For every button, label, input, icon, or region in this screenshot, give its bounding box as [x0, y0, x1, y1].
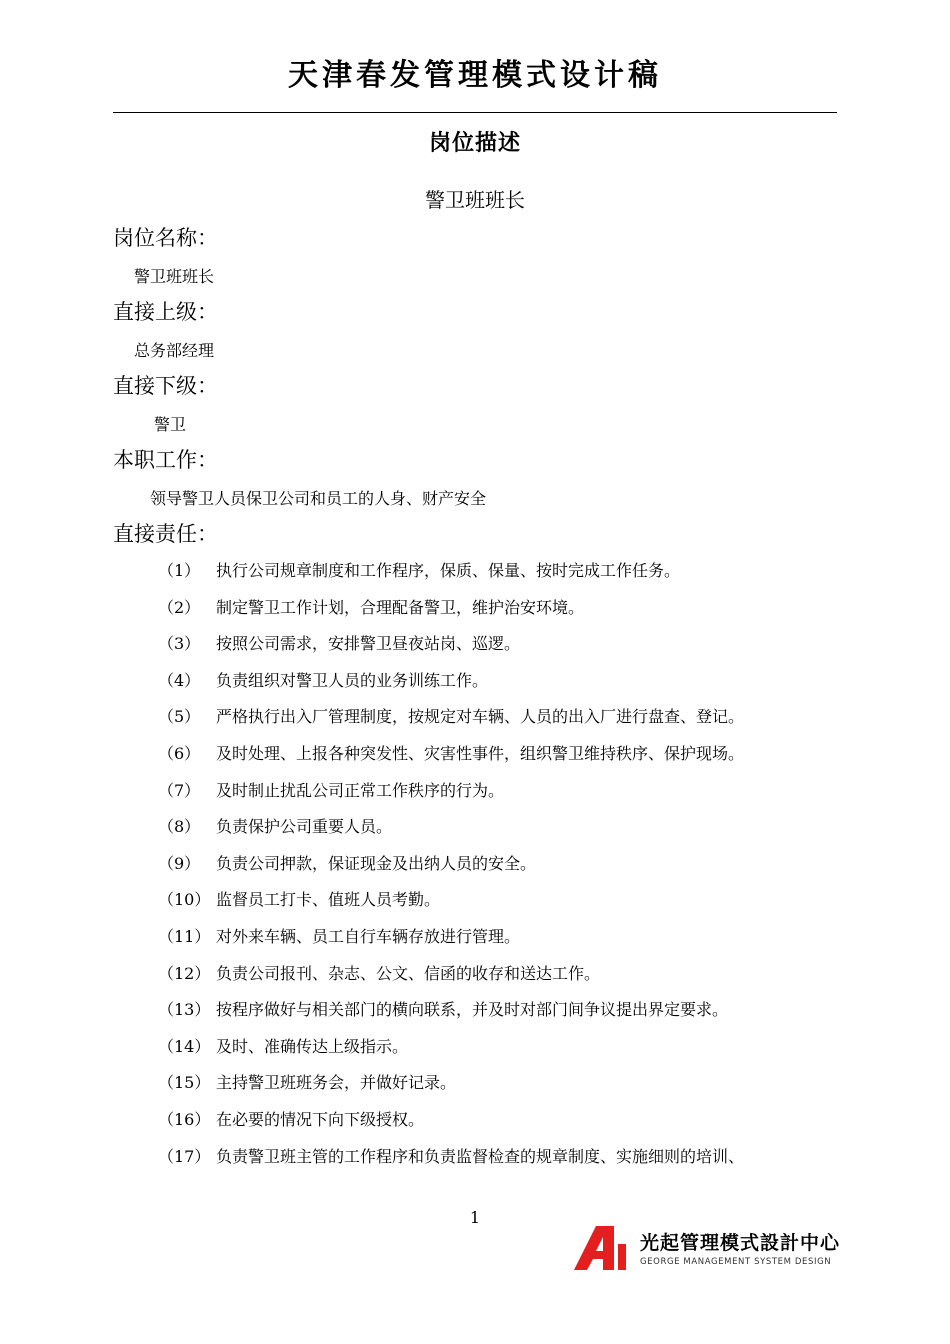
- duty-item: [158, 668, 858, 705]
- duty-text: 负责保护公司重要人员。: [216, 817, 393, 837]
- field-value-direct-subordinate: 警卫: [154, 415, 187, 434]
- duty-item: [158, 887, 858, 924]
- duty-text: 监督员工打卡、值班人员考勤。: [216, 890, 441, 910]
- logo-text-cn: 光起管理模式設計中心: [640, 1232, 841, 1254]
- field-label-direct-superior: 直接上级：: [113, 300, 218, 324]
- duty-number: （5）: [158, 707, 201, 727]
- duty-text: 执行公司规章制度和工作程序，保质、保量、按时完成工作任务。: [216, 561, 681, 580]
- duty-number: （15）: [158, 1073, 211, 1093]
- duty-text: 主持警卫班班务会，并做好记录。: [216, 1073, 457, 1093]
- duty-text: 及时处理、上报各种突发性、灾害性事件，组织警卫维持秩序、保护现场。: [216, 743, 745, 763]
- duty-text: 在必要的情况下向下级授权。: [216, 1109, 425, 1129]
- duty-number: （14）: [158, 1036, 211, 1056]
- duty-number: （9）: [158, 853, 201, 873]
- field-value-main-work: 领导警卫人员保卫公司和员工的人身、财产安全: [150, 489, 487, 508]
- header-divider: [113, 112, 837, 113]
- duty-number: （2）: [158, 597, 201, 617]
- duty-item: [158, 741, 858, 778]
- company-logo: [574, 1226, 840, 1272]
- duty-item: [158, 1107, 858, 1144]
- duty-text: 负责公司押款，保证现金及出纳人员的安全。: [216, 853, 537, 873]
- field-value-position-name: 警卫班班长: [134, 267, 215, 286]
- duty-text: 负责警卫班主管的工作程序和负责监督检查的规章制度、实施细则的培训、: [216, 1146, 745, 1166]
- field-label-position-name: 岗位名称：: [113, 226, 218, 250]
- position-title: 警卫班班长: [425, 188, 525, 212]
- field-label-direct-subordinate: 直接下级：: [113, 374, 218, 398]
- duty-number: （6）: [158, 743, 201, 763]
- duty-number: （4）: [158, 670, 201, 690]
- duty-number: （12）: [158, 963, 211, 983]
- duty-text: 对外来车辆、员工自行车辆存放进行管理。: [216, 926, 521, 946]
- duty-text: 按程序做好与相关部门的横向联系，并及时对部门间争议提出界定要求。: [216, 1000, 729, 1020]
- duty-text: 制定警卫工作计划，合理配备警卫，维护治安环境。: [216, 597, 585, 617]
- duty-text: 负责组织对警卫人员的业务训练工作。: [216, 670, 489, 690]
- field-value-direct-superior: 总务部经理: [134, 341, 215, 360]
- duty-item: [158, 1034, 858, 1071]
- logo-text-en: GEORGE MANAGEMENT SYSTEM DESIGN: [640, 1257, 832, 1267]
- duty-item: [158, 924, 858, 961]
- duty-number: （13）: [158, 1000, 211, 1020]
- duty-item: [158, 814, 858, 851]
- page-header-title: 天津春发管理模式设计稿: [288, 58, 662, 93]
- duty-item: [158, 1144, 858, 1181]
- duty-item: [158, 851, 858, 888]
- duty-number: （1）: [158, 561, 201, 580]
- duty-number: （10）: [158, 890, 211, 910]
- duties-list: [158, 558, 858, 1180]
- logo-a-mark-icon: [574, 1226, 634, 1270]
- duty-text: 及时、准确传达上级指示。: [216, 1036, 409, 1056]
- duty-text: 及时制止扰乱公司正常工作秩序的行为。: [216, 780, 505, 800]
- duty-item: [158, 558, 858, 595]
- duty-item: [158, 631, 858, 668]
- duty-text: 按照公司需求，安排警卫昼夜站岗、巡逻。: [216, 634, 521, 654]
- duty-item: [158, 778, 858, 815]
- field-label-direct-duties: 直接责任：: [113, 522, 218, 546]
- duty-item: [158, 595, 858, 632]
- duty-number: （3）: [158, 634, 201, 654]
- duty-number: （17）: [158, 1146, 211, 1166]
- duty-number: （16）: [158, 1109, 211, 1129]
- duty-number: （7）: [158, 780, 201, 800]
- field-label-main-work: 本职工作：: [113, 448, 218, 472]
- duty-item: [158, 997, 858, 1034]
- duty-number: （8）: [158, 817, 201, 837]
- duty-text: 严格执行出入厂管理制度，按规定对车辆、人员的出入厂进行盘查、登记。: [216, 707, 745, 727]
- duty-number: （11）: [158, 926, 211, 946]
- page-number: 1: [469, 1208, 481, 1227]
- section-title: 岗位描述: [428, 131, 521, 156]
- duty-item: [158, 704, 858, 741]
- duty-item: [158, 961, 858, 998]
- duty-item: [158, 1070, 858, 1107]
- duty-text: 负责公司报刊、杂志、公文、信函的收存和送达工作。: [216, 963, 601, 983]
